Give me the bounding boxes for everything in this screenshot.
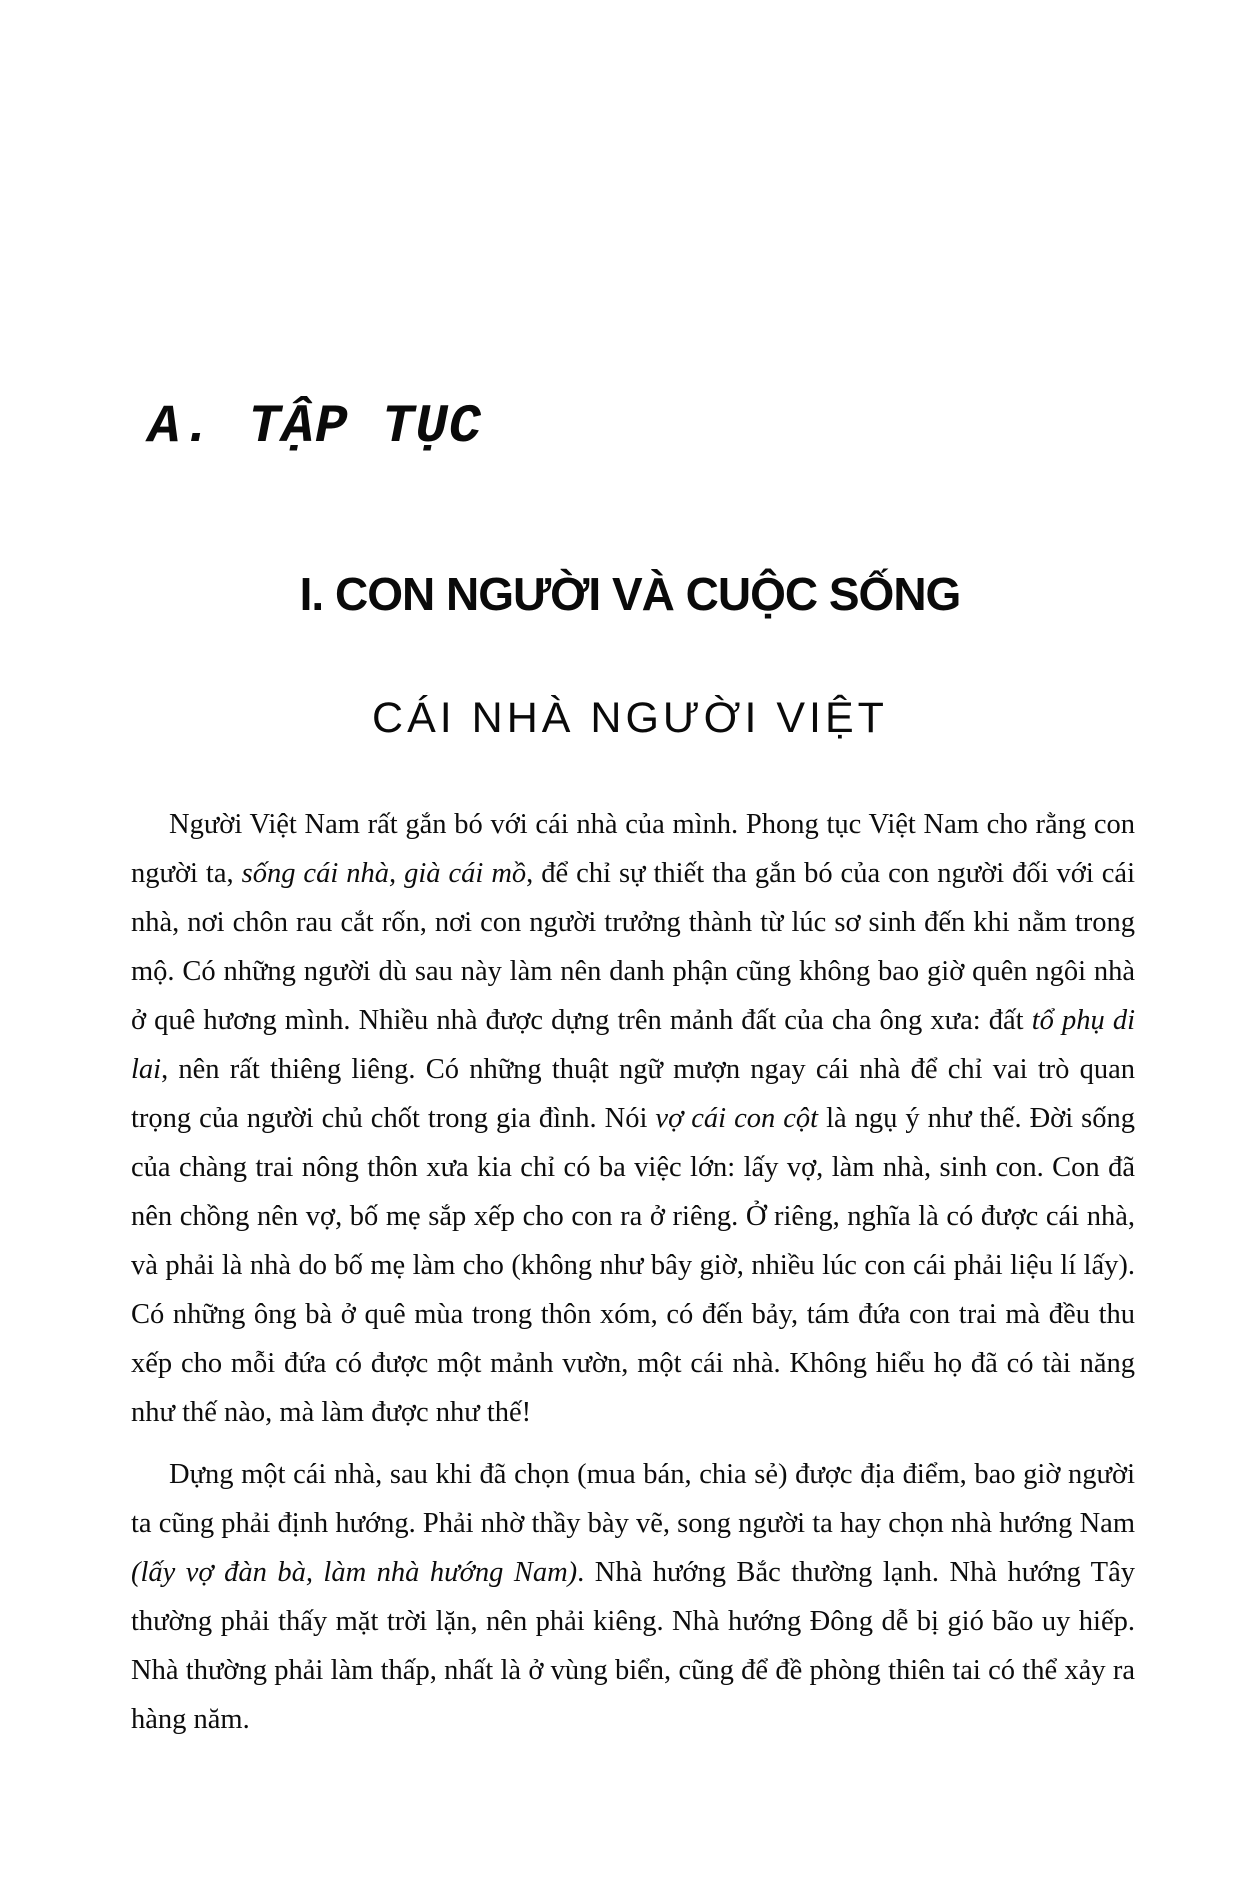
italic-phrase: sống cái nhà, già cái mồ	[241, 858, 527, 889]
body-paragraph	[131, 800, 1135, 1437]
text-run: Dựng một cái nhà, sau khi đã chọn (mua bán, chia sẻ) được địa điểm, bao giờ người ta cũng phải định hướng. Phải nhờ thầy bày vẽ, song người ta hay chọn nhà hướng Nam	[131, 1459, 1135, 1539]
chapter-title: I. CON NGƯỜI VÀ CUỘC SỐNG	[299, 568, 961, 620]
text-run: là ngụ ý như thế. Đời sống của chàng trai nông thôn xưa kia chỉ có ba việc lớn: lấy vợ, làm nhà, sinh con. Con đã nên chồng nên vợ, bố mẹ sắp xếp cho con ra ở riêng. Ở riêng, nghĩa là có được cái nhà, và phải là nhà do bố mẹ làm cho (không như bây giờ, nhiều lúc con cái phải liệu lí lấy). Có những ông bà ở quê mùa trong thôn xóm, có đến bảy, tám đứa con trai mà đều thu xếp cho mỗi đứa có được một mảnh vườn, một cái nhà. Không hiểu họ đã có tài năng như thế nào, mà làm được như thế!	[131, 1103, 1135, 1428]
body-paragraph	[131, 1450, 1135, 1744]
text-run: , nên rất thiêng liêng. Có những thuật ngữ mượn ngay cái nhà để chỉ vai trò quan trọng của người chủ chốt trong gia đình. Nói	[131, 1054, 1135, 1134]
text-run: . Nhà hướng Bắc thường lạnh. Nhà hướng Tây thường phải thấy mặt trời lặn, nên phải kiêng. Nhà hướng Đông dễ bị gió bão uy hiếp. Nhà thường phải làm thấp, nhất là ở vùng biển, cũng để đề phòng thiên tai có thể xảy ra hàng năm.	[131, 1557, 1135, 1735]
section-title: CÁI NHÀ NGƯỜI VIỆT	[372, 694, 888, 742]
italic-phrase: tổ phụ di lai	[131, 1005, 1135, 1085]
italic-phrase: (lấy vợ đàn bà, làm nhà hướng Nam)	[131, 1557, 578, 1588]
part-header: A. TẬP TỤC	[148, 397, 483, 458]
body-text	[131, 800, 1135, 1744]
text-run: Người Việt Nam rất gắn bó với cái nhà của mình. Phong tục Việt Nam cho rằng con người ta,	[131, 809, 1135, 889]
text-run: , để chỉ sự thiết tha gắn bó của con người đối với cái nhà, nơi chôn rau cắt rốn, nơi con người trưởng thành từ lúc sơ sinh đến khi nằm trong mộ. Có những người dù sau này làm nên danh phận cũng không bao giờ quên ngôi nhà ở quê hương mình. Nhiều nhà được dựng trên mảnh đất của cha ông xưa: đất	[131, 858, 1135, 1036]
italic-phrase: vợ cái con cột	[655, 1103, 819, 1134]
